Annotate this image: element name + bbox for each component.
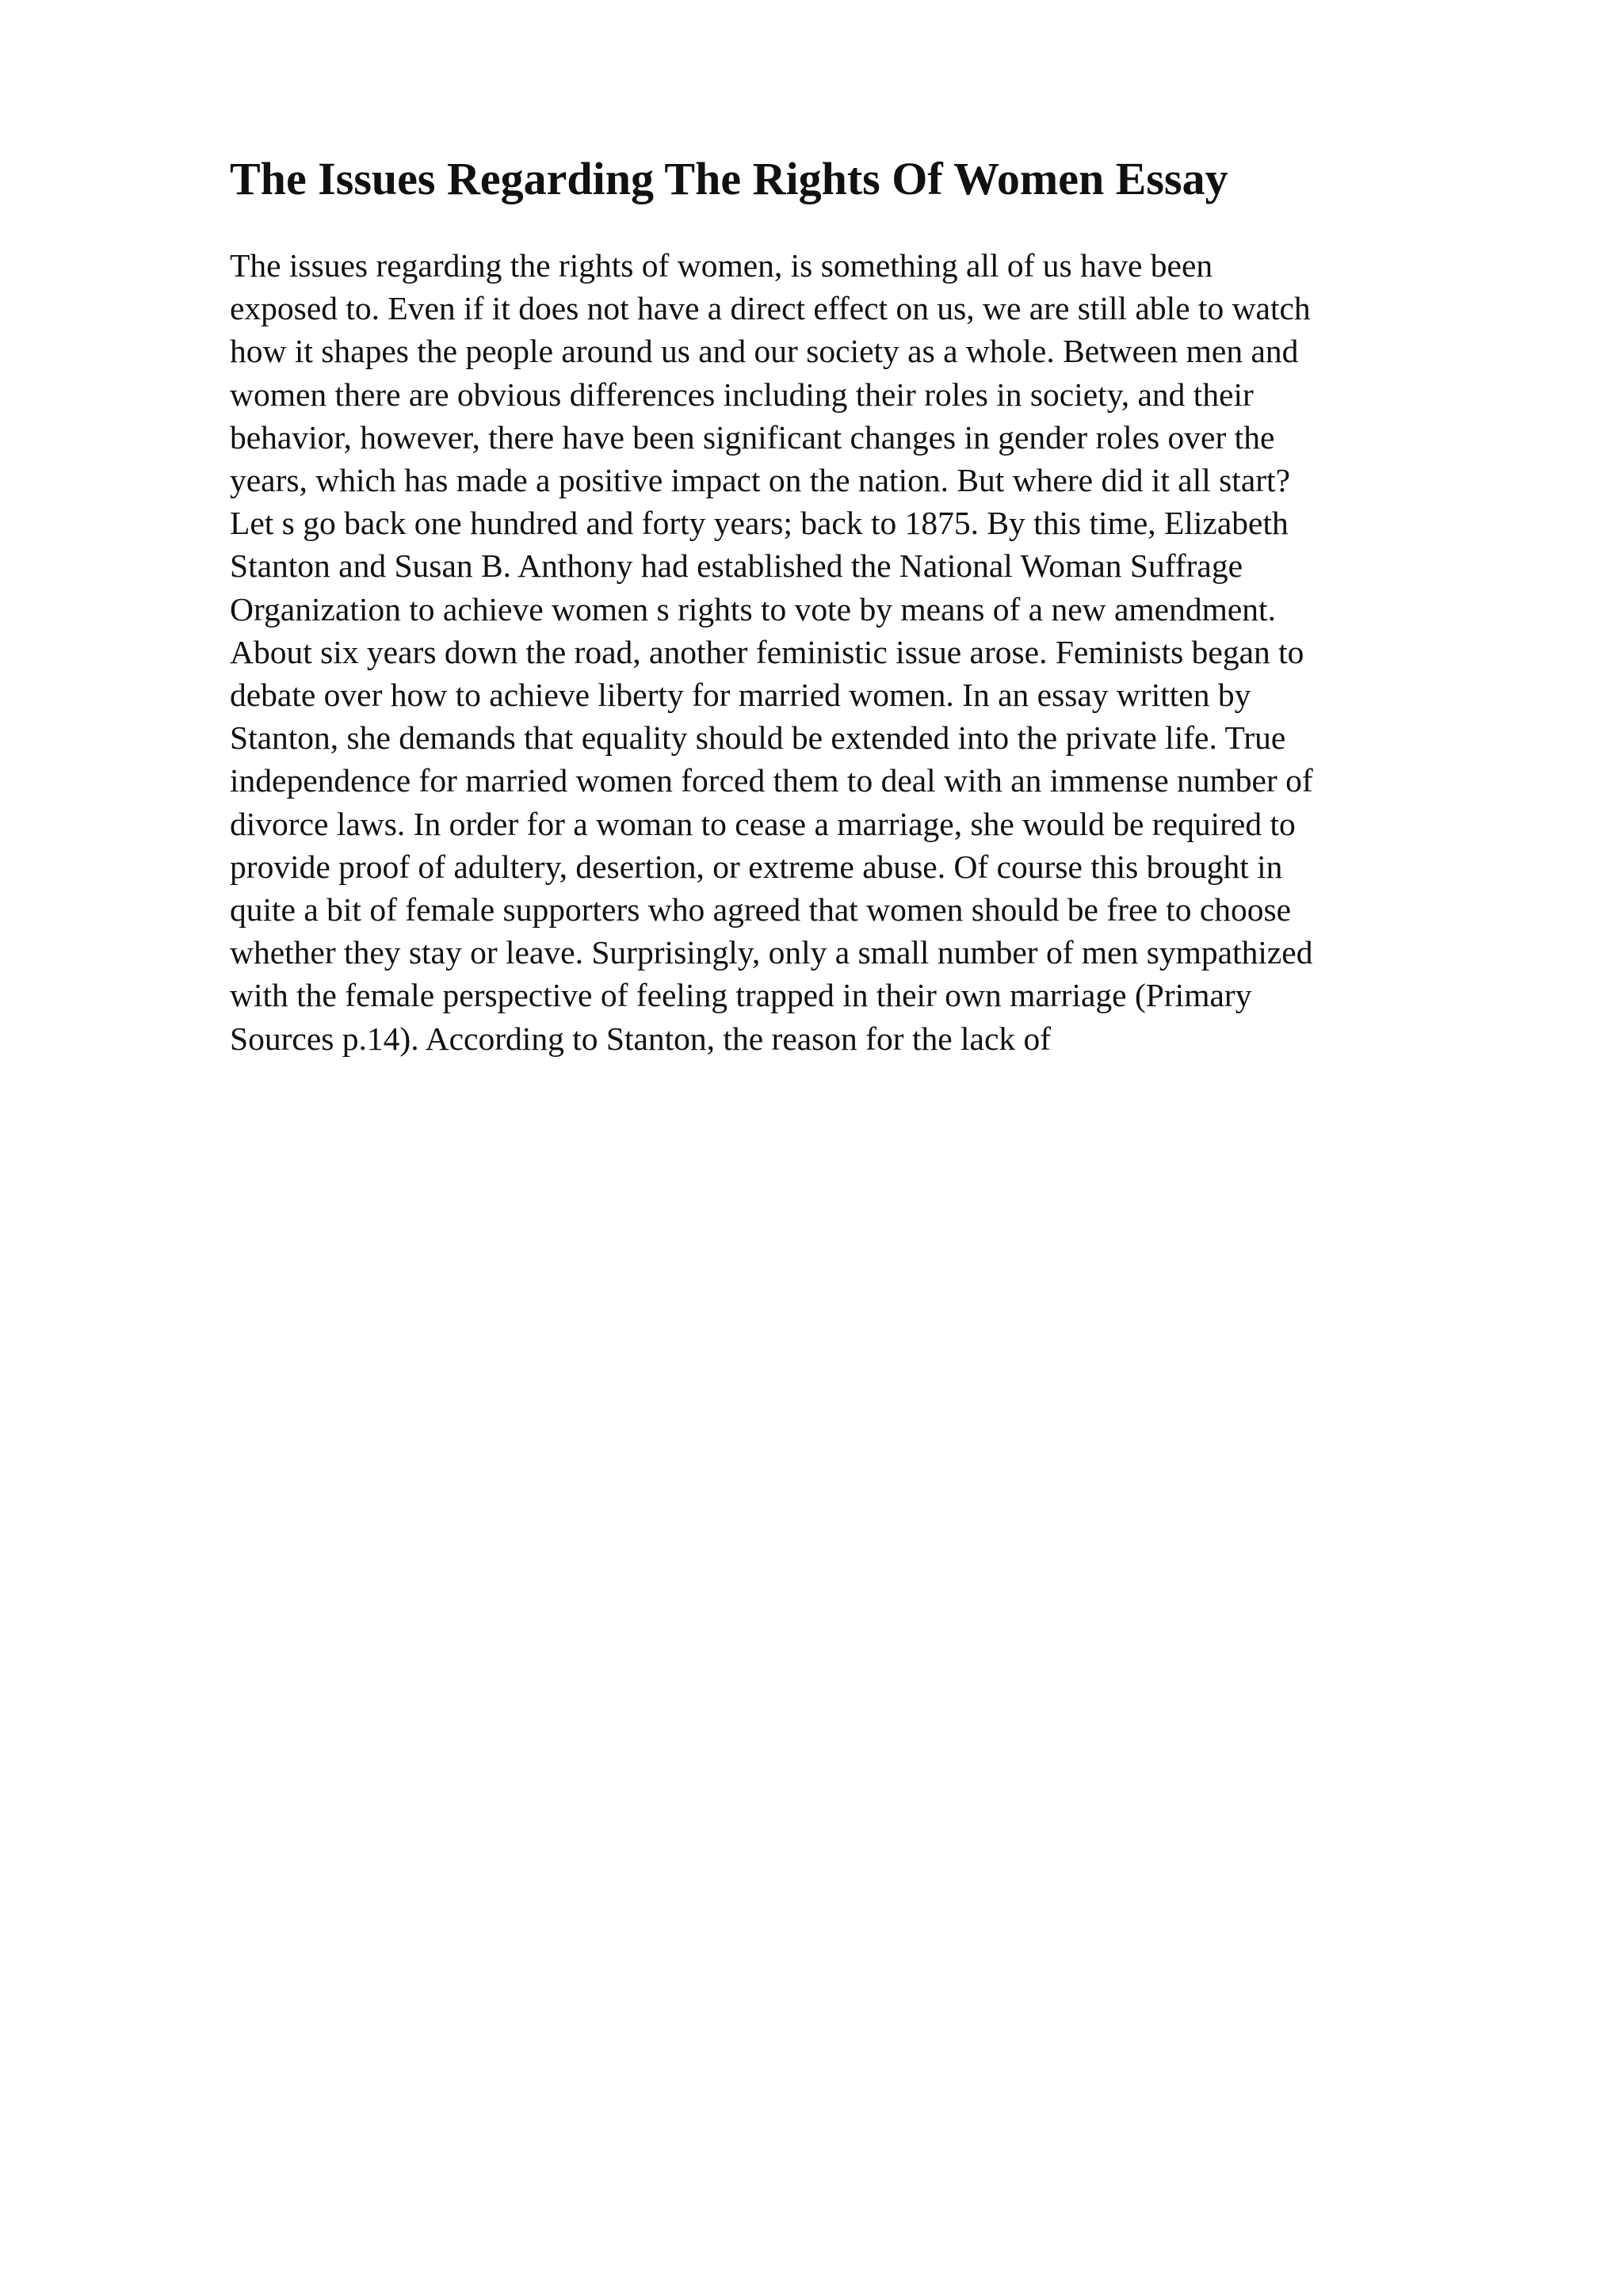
essay-line: years, which has made a positive impact on the nation. But where did it all start? [230, 462, 1291, 499]
essay-line: behavior, however, there have been significant changes in gender roles over the [230, 418, 1275, 456]
essay-line: quite a bit of female supporters who agreed that women should be free to choose [230, 891, 1292, 929]
essay-line: provide proof of adultery, desertion, or extreme abuse. Of course this brought in [230, 848, 1283, 885]
essay-line: Sources p.14). According to Stanton, the reason for the lack of [230, 1020, 1052, 1057]
essay-line: independence for married women forced them to deal with an immense number of [230, 762, 1313, 799]
essay-line: Organization to achieve women s rights to vote by means of a new amendment. [230, 590, 1276, 627]
essay-line: Stanton, she demands that equality should be extended into the private life. True [230, 719, 1286, 757]
essay-line: divorce laws. In order for a woman to cease a marriage, she would be required to [230, 805, 1296, 842]
essay-line: whether they stay or leave. Surprisingly, only a small number of men sympathized [230, 934, 1313, 971]
essay-body [230, 244, 1609, 1060]
essay-line: The issues regarding the rights of women, is something all of us have been [230, 247, 1213, 284]
essay-line: Stanton and Susan B. Anthony had established the National Woman Suffrage [230, 547, 1243, 585]
essay-line: debate over how to achieve liberty for married women. In an essay written by [230, 677, 1251, 714]
document-title: The Issues Regarding The Rights Of Women Essay [230, 153, 1228, 204]
essay-line: how it shapes the people around us and our society as a whole. Between men and [230, 333, 1299, 370]
essay-line: About six years down the road, another feministic issue arose. Feminists began to [230, 633, 1304, 670]
essay-line: exposed to. Even if it does not have a direct effect on us, we are still able to watch [230, 290, 1311, 327]
essay-line: Let s go back one hundred and forty years; back to 1875. By this time, Elizabeth [230, 505, 1289, 542]
essay-line: women there are obvious differences including their roles in society, and their [230, 376, 1254, 413]
essay-line: with the female perspective of feeling trapped in their own marriage (Primary [230, 977, 1252, 1014]
